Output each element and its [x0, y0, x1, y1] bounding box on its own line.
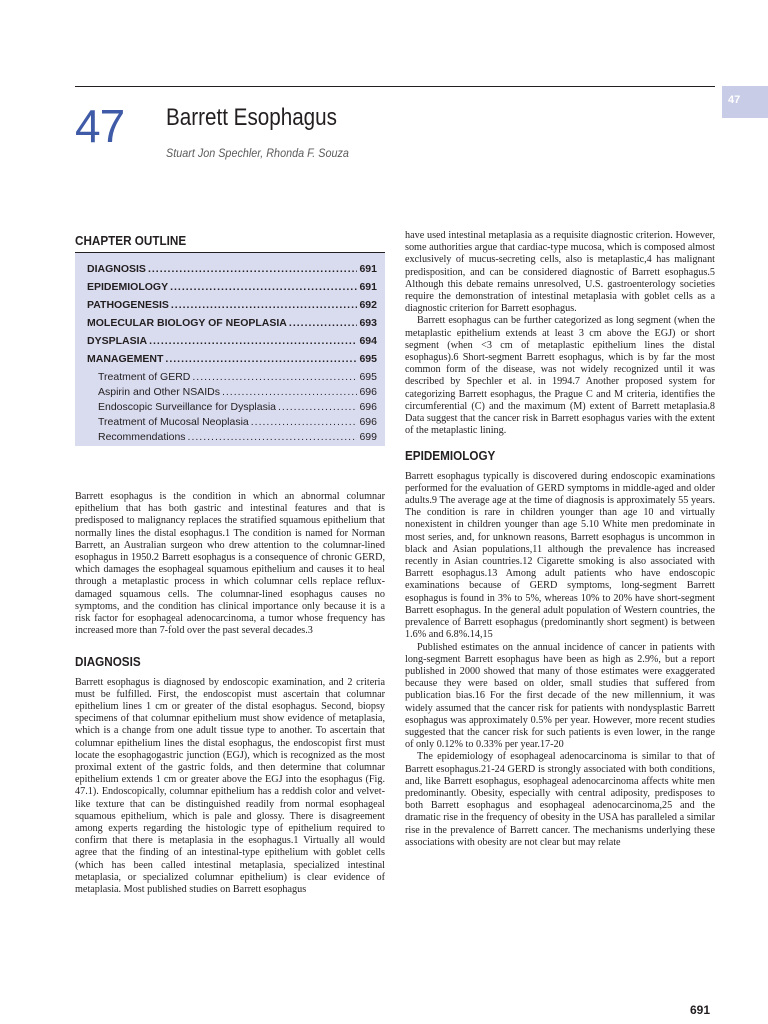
outline-item-page: 699 [359, 431, 377, 443]
outline-title: CHAPTER OUTLINE [75, 233, 187, 248]
chapter-tab [722, 86, 768, 118]
intro-paragraph: Barrett esophagus is the condition in which an abnormal columnar epithelium that has both gastric and intestinal features and that is predisposed to malignancy replaces the stratified squamous epithelium that normally lines the distal esophagus.1 The condition is named for Norman Barrett, an Australian surgeon who drew attention to the columnar-lined esophagus in 1950.2 Barrett esophagus is a consequence of chronic GERD, which damages the esophageal squamous epithelium and causes it to heal through a metaplastic process in which columnar cells replace reflux-damaged squamous cells. The columnar-lined esophagus causes no symptoms, and the condition has clinical importance only because it is a risk factor for esophageal adenocarcinoma, a tumor whose frequency has increased more than 7-fold over the past several decades.3 [75, 491, 385, 637]
outline-item[interactable] [87, 263, 377, 281]
outline-item-label: Recommendations [98, 431, 186, 443]
outline-item-label: Endoscopic Surveillance for Dysplasia [98, 401, 277, 413]
outline-item-page: 693 [359, 317, 377, 329]
outline-list [87, 263, 377, 446]
outline-leader-dots [222, 386, 358, 398]
outline-item-label: DIAGNOSIS [87, 263, 146, 275]
diagnosis-paragraph: Barrett esophagus is diagnosed by endoscopic examination, and 2 criteria must be fulfilled. First, the endoscopist must ascertain that columnar epithelium lines 1 cm or greater of the distal esophagus. Second, biopsy specimens of that columnar epithelium must show evidence of metaplasia, which is a change from one adult tissue type to another. To ascertain that columnar epithelium lines the distal esophagus, the endoscopist first must locate the esophagogastric junction (EGJ), which is recognized as the most proximal extent of the gastric folds, and then determine that columnar epithelium extends 1 cm or greater above the EGJ into the esophagus (Fig. 47.1). Endoscopically, columnar epithelium has a reddish color and velvet-like texture that can be distinguished readily from normal esophageal squamous epithelium, which is pale and glossy. There is disagreement among experts regarding the histologic type of epithelium required to confirm that there is metaplasia in the esophagus.1 Virtually all would agree that the finding of an intestinal-type epithelium with goblet cells (which has been called intestinal metaplasia, specialized intestinal metaplasia, or specialized columnar epithelium) is clear evidence of metaplasia. Most published studies on Barrett esophagus [75, 676, 385, 896]
chapter-outline [75, 252, 385, 446]
outline-leader-dots [192, 371, 357, 383]
page-number: 691 [690, 1003, 711, 1017]
outline-leader-dots [165, 353, 357, 365]
outline-item[interactable] [87, 335, 377, 353]
outline-leader-dots [251, 416, 358, 428]
outline-leader-dots [278, 401, 357, 413]
epidemiology-paragraph-2: Published estimates on the annual incidence of cancer in patients with long-segment Barrett esophagus have been as high as 2.9%, but a report published in 2000 showed that many of those estimates were exaggerated because they were based on older, small studies that suffered from publication bias.16 For the first decade of the new millennium, it was widely assumed that the cancer risk for patients with nondysplastic Barrett esophagus was approximately 0.5% per year. However, more recent studies suggested that the cancer risk for such patients is even lower, in the range of only 0.12% to 0.33% per year.17-20 [405, 641, 715, 751]
epidemiology-heading: EPIDEMIOLOGY [405, 448, 496, 464]
outline-item-label: Treatment of GERD [98, 371, 191, 383]
outline-item[interactable] [87, 416, 377, 431]
chapter-authors: Stuart Jon Spechler, Rhonda F. Souza [166, 146, 349, 160]
outline-item-label: Aspirin and Other NSAIDs [98, 386, 220, 398]
segment-paragraph: Barrett esophagus can be further categorized as long segment (when the metaplastic epithelium extends at least 3 cm above the EGJ) or short segment (when <3 cm of metaplastic epithelium lines the distal esophagus).6 Short-segment Barrett esophagus, which is by far the most common form of the disease, was not widely recognized until it was described by Spechler et al. in 1994.7 Another proposed system for categorizing Barrett esophagus, the Prague C and M criteria, identifies the circumferential (C) and the maximum (M) extent of Barrett metaplasia.8 Data suggest that the cancer risk in Barrett esophagus varies with the extent of the metaplastic lining. [405, 315, 715, 437]
outline-item[interactable] [87, 431, 377, 446]
chapter-number: 47 [75, 100, 125, 152]
outline-leader-dots [188, 431, 358, 443]
outline-item-page: 694 [359, 335, 377, 347]
right-column [405, 230, 715, 849]
outline-item-page: 695 [359, 371, 377, 383]
chapter-title: Barrett Esophagus [166, 104, 337, 131]
outline-item-page: 691 [359, 281, 377, 293]
outline-item[interactable] [87, 401, 377, 416]
outline-item-label: DYSPLASIA [87, 335, 148, 347]
epidemiology-paragraph-3: The epidemiology of esophageal adenocarcinoma is similar to that of Barrett esophagus.21-24 GERD is strongly associated with both conditions, and, like Barrett esophagus, esophageal adenocarcinoma affects white men predominantly. Obesity, especially with central adiposity, predisposes to both Barrett esophagus and esophageal adenocarcinoma,25 and the dramatic rise in the frequency of obesity in the USA has paralleled a similar rise in the prevalence of Barrett cancer. The mechanisms underlying these associations with obesity are not clear but may relate [405, 751, 715, 848]
outline-item[interactable] [87, 353, 377, 371]
chapter-tab-label: 47 [728, 94, 741, 106]
outline-item[interactable] [87, 317, 377, 335]
outline-item-label: EPIDEMIOLOGY [87, 281, 169, 293]
outline-item[interactable] [87, 386, 377, 401]
outline-item[interactable] [87, 281, 377, 299]
outline-item-page: 696 [359, 386, 377, 398]
outline-item[interactable] [87, 299, 377, 317]
header-rule [75, 86, 715, 87]
outline-leader-dots [171, 299, 358, 311]
outline-item-page: 696 [359, 401, 377, 413]
outline-leader-dots [170, 281, 357, 293]
continued-paragraph: have used intestinal metaplasia as a requisite diagnostic criterion. However, some authorities argue that cardiac-type mucosa, which is composed almost exclusively of mucus-secreting cells, also is metaplastic,4 has malignant predisposition, and can be considered diagnostic of Barrett esophagus.5 Although this debate remains unresolved, U.S. gastroenterology societies require the demonstration of intestinal metaplasia with goblet cells as a diagnostic criterion for Barrett esophagus. [405, 230, 715, 315]
outline-item-label: MOLECULAR BIOLOGY OF NEOPLASIA [87, 317, 287, 329]
outline-item-page: 691 [359, 263, 377, 275]
outline-leader-dots [289, 317, 358, 329]
outline-item-page: 692 [359, 299, 377, 311]
outline-item-label: MANAGEMENT [87, 353, 164, 365]
outline-item-page: 695 [359, 353, 377, 365]
outline-item[interactable] [87, 371, 377, 386]
epidemiology-paragraph-1: Barrett esophagus typically is discovered during endoscopic examinations performed for the evaluation of GERD symptoms in middle-aged and older adults.9 The average age at the time of diagnosis is approximately 55 years. The condition is rare in children younger than age 10 and virtually nonexistent in children younger than age 5.10 White men predominate in most series, and, for unknown reasons, Barrett esophagus is uncommon in black and Asian populations,11 although the prevalence has increased recently in Asian countries.12 Cigarette smoking is also associated with Barrett esophagus.13 Among adult patients who have endoscopic examinations because of GERD symptoms, long-segment Barrett esophagus is found in 3% to 5%, whereas 10% to 20% have short-segment Barrett esophagus. In the general adult population of Western countries, the prevalence of Barrett esophagus (predominantly short segment) is between 1.6% and 6.8%.14,15 [405, 470, 715, 641]
outline-leader-dots [149, 335, 357, 347]
outline-item-label: PATHOGENESIS [87, 299, 169, 311]
outline-item-page: 696 [359, 416, 377, 428]
diagnosis-heading: DIAGNOSIS [75, 654, 141, 670]
outline-leader-dots [148, 263, 358, 275]
outline-item-label: Treatment of Mucosal Neoplasia [98, 416, 249, 428]
left-column [75, 491, 385, 896]
